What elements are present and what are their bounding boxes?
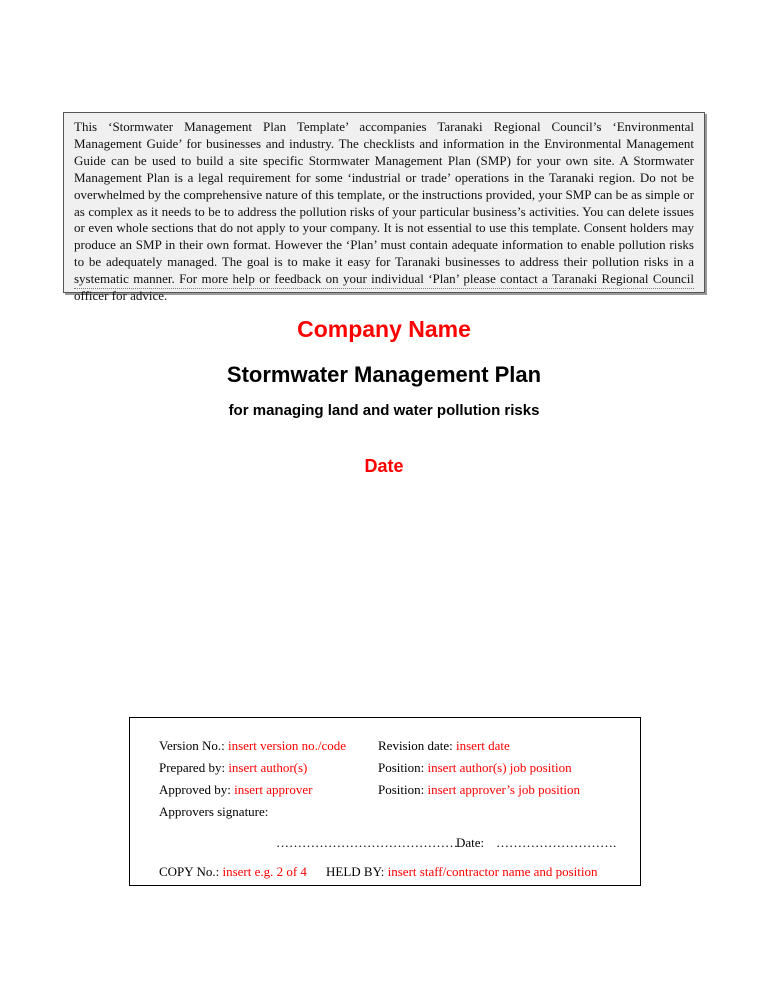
signature-date-line: ………………………. — [496, 835, 617, 850]
prepared-label: Prepared by: — [159, 760, 229, 775]
position1-value: insert author(s) job position — [427, 760, 572, 775]
held-value: insert staff/contractor name and position — [387, 864, 598, 879]
approved-label: Approved by: — [159, 782, 235, 797]
prepared-value: insert author(s) — [228, 760, 308, 775]
version-label: Version No.: — [159, 738, 228, 753]
intro-note-text: This ‘Stormwater Management Plan Template’ accompanies Taranaki Regional Council’s ‘Environmental Management Guide’ for businesses and industry. The checklists and information in the Environmental Management Guide can be used to build a site specific Stormwater Management Plan (SMP) for your own site. A Stormwater Management Plan is a legal requirement for some ‘industrial or trade’ operations in the Taranaki region. Do not be overwhelmed by the comprehensive nature of this template, or the instructions provided, your SMP can be as simple or as complex as it needs to be to address the pollution risks of your particular business’s activities. You can delete issues or even whole sections that do not apply to your company. It is not essential to use this template. Consent holders may produce an SMP in their own format. However the ‘Plan’ must contain adequate information to enable pollution risks to be adequately managed. The goal is to make it easy for Taranaki businesses to address their pollution risks in a systematic manner. For more help or feedback on your individual ‘Plan’ please contact a Taranaki Regional Council officer for advice. — [74, 119, 694, 304]
position2-label: Position: — [378, 782, 428, 797]
signature-label: Approvers signature: — [159, 804, 269, 819]
revision-date-field — [378, 738, 510, 754]
signature-line: …………………………………… — [276, 835, 458, 850]
date-heading: Date — [364, 456, 404, 476]
copy-label: COPY No.: — [159, 864, 223, 879]
revision-value: insert date — [456, 738, 510, 753]
plan-subtitle: for managing land and water pollution risks — [228, 402, 540, 419]
author-position-field — [378, 760, 572, 776]
version-field — [159, 738, 346, 754]
document-control-box — [129, 717, 641, 886]
copy-value: insert e.g. 2 of 4 — [222, 864, 307, 879]
approver-position-field — [378, 782, 580, 798]
approved-value: insert approver — [234, 782, 313, 797]
intro-note-box — [63, 112, 705, 304]
position1-label: Position: — [378, 760, 428, 775]
position2-value: insert approver’s job position — [427, 782, 580, 797]
prepared-by-field — [159, 760, 307, 776]
plan-title: Stormwater Management Plan — [226, 362, 542, 387]
held-label: HELD BY: — [326, 864, 388, 879]
approved-by-field — [159, 782, 312, 798]
cut-off-line — [74, 288, 694, 292]
copy-number-field — [159, 864, 307, 880]
held-by-field — [326, 864, 598, 880]
company-name: Company Name — [297, 316, 471, 342]
signature-date-label: Date: — [456, 835, 485, 850]
version-value: insert version no./code — [227, 738, 347, 753]
revision-label: Revision date: — [378, 738, 456, 753]
